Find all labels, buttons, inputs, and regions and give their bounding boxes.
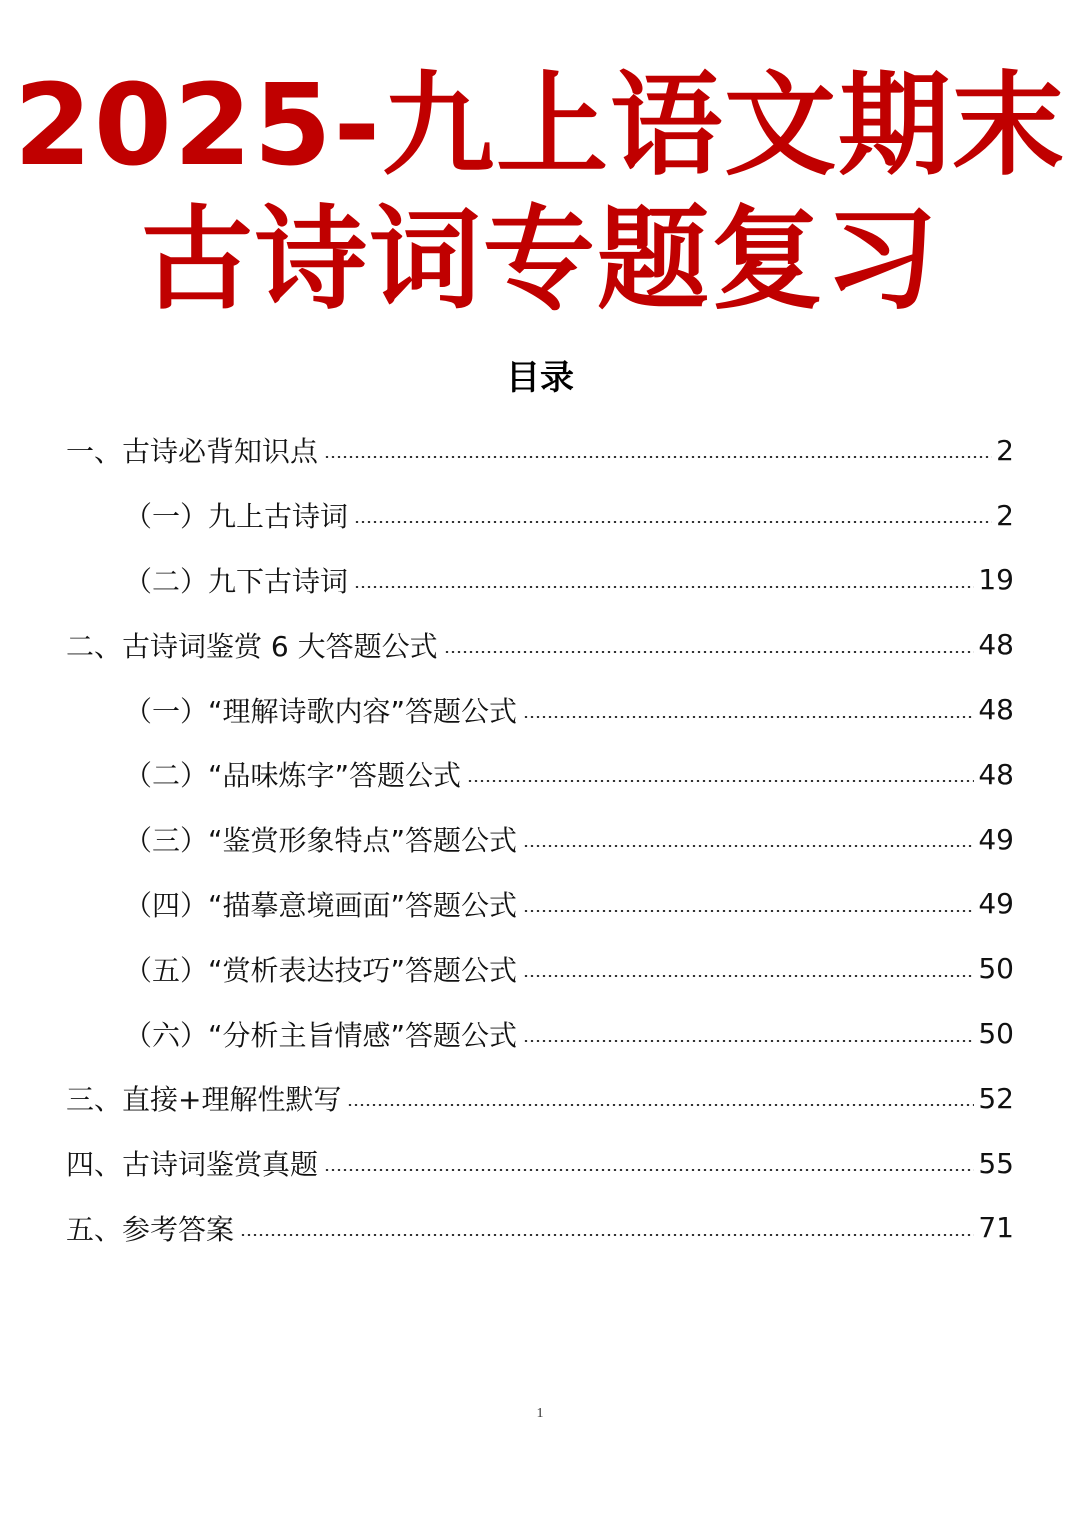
toc-entry[interactable] bbox=[66, 1131, 1014, 1196]
toc-dot-leader bbox=[354, 586, 974, 588]
toc-entry-label: 一、古诗必背知识点 bbox=[66, 435, 319, 469]
toc-entry-page: 52 bbox=[978, 1081, 1014, 1115]
toc-entry-page: 71 bbox=[978, 1211, 1014, 1245]
toc-entry-label: （二）九下古诗词 bbox=[124, 564, 349, 598]
toc-entry[interactable] bbox=[66, 677, 1014, 742]
toc-entry-page: 55 bbox=[978, 1146, 1014, 1180]
toc-entry-label: （一）九上古诗词 bbox=[124, 500, 349, 534]
toc-dot-leader bbox=[240, 1234, 974, 1236]
toc-dot-leader bbox=[324, 1169, 974, 1171]
document-title-line-1: 2025-九上语文期末 bbox=[13, 61, 1067, 191]
toc-dot-leader bbox=[523, 716, 974, 718]
toc-dot-leader bbox=[523, 845, 974, 847]
toc-entry-page: 50 bbox=[978, 952, 1014, 986]
toc-entry-page: 19 bbox=[978, 563, 1014, 597]
toc-entry-page: 48 bbox=[978, 693, 1014, 727]
table-of-contents bbox=[66, 418, 1014, 1260]
toc-entry[interactable] bbox=[66, 1001, 1014, 1066]
toc-entry-page: 2 bbox=[996, 498, 1014, 532]
toc-heading: 目录 bbox=[506, 358, 574, 398]
toc-entry-page: 49 bbox=[978, 887, 1014, 921]
toc-dot-leader bbox=[444, 651, 975, 653]
toc-entry[interactable] bbox=[66, 612, 1014, 677]
toc-entry[interactable] bbox=[66, 936, 1014, 1001]
toc-dot-leader bbox=[347, 1104, 974, 1106]
toc-dot-leader bbox=[523, 1040, 974, 1042]
toc-entry[interactable] bbox=[66, 872, 1014, 937]
toc-entry-label: （六）“分析主旨情感”答题公式 bbox=[124, 1018, 518, 1052]
toc-dot-leader bbox=[354, 521, 992, 523]
toc-entry-label: 三、直接+理解性默写 bbox=[66, 1083, 342, 1117]
toc-entry-label: （五）“赏析表达技巧”答题公式 bbox=[124, 953, 518, 987]
toc-entry-label: 四、古诗词鉴赏真题 bbox=[66, 1148, 319, 1182]
toc-entry-label: （二）“品味炼字”答题公式 bbox=[124, 759, 462, 793]
toc-entry-label: （四）“描摹意境画面”答题公式 bbox=[124, 888, 518, 922]
toc-entry-label: （一）“理解诗歌内容”答题公式 bbox=[124, 694, 518, 728]
toc-entry-label: 五、参考答案 bbox=[66, 1212, 235, 1246]
document-title-line-2: 古诗词专题复习 bbox=[141, 195, 939, 325]
toc-dot-leader bbox=[523, 910, 974, 912]
toc-dot-leader bbox=[324, 456, 992, 458]
toc-entry-label: 二、古诗词鉴赏 6 大答题公式 bbox=[66, 629, 438, 663]
footer-page-number: 1 bbox=[536, 1406, 544, 1421]
toc-entry[interactable] bbox=[66, 418, 1014, 483]
toc-entry-page: 48 bbox=[978, 628, 1014, 662]
toc-dot-leader bbox=[467, 780, 974, 782]
toc-entry[interactable] bbox=[66, 1066, 1014, 1131]
toc-entry[interactable] bbox=[66, 548, 1014, 613]
toc-entry[interactable] bbox=[66, 742, 1014, 807]
toc-entry[interactable] bbox=[66, 1196, 1014, 1261]
toc-entry-page: 49 bbox=[978, 822, 1014, 856]
toc-dot-leader bbox=[523, 975, 974, 977]
toc-entry[interactable] bbox=[66, 483, 1014, 548]
toc-entry[interactable] bbox=[66, 807, 1014, 872]
toc-entry-label: （三）“鉴赏形象特点”答题公式 bbox=[124, 824, 518, 858]
toc-entry-page: 2 bbox=[996, 433, 1014, 467]
toc-entry-page: 48 bbox=[978, 757, 1014, 791]
toc-entry-page: 50 bbox=[978, 1017, 1014, 1051]
